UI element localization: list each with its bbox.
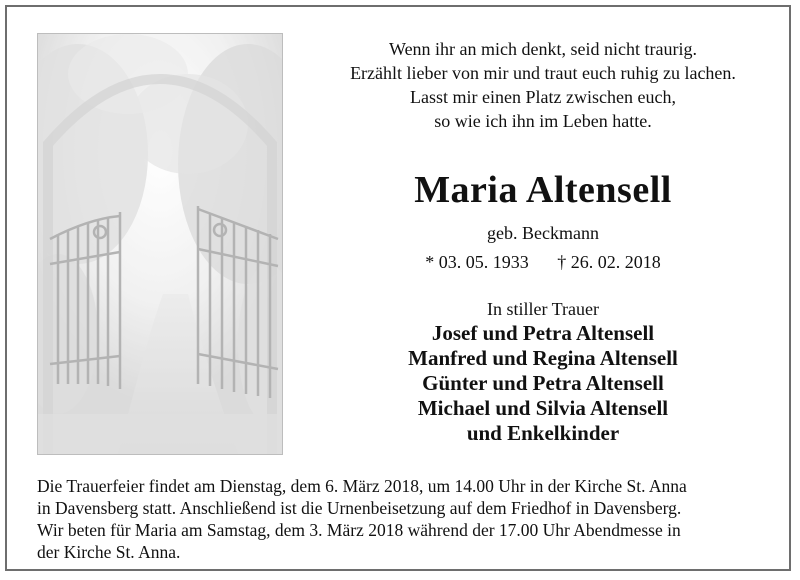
mourner-name: Josef und Petra Altensell	[431, 321, 655, 345]
life-dates	[307, 249, 779, 275]
mourner-name: Günter und Petra Altensell	[422, 371, 664, 395]
funeral-notice	[37, 475, 787, 563]
mourner-name: Manfred und Regina Altensell	[408, 346, 678, 370]
poem-line: Wenn ihr an mich denkt, seid nicht traurig.	[389, 39, 697, 59]
poem-line: Lasst mir einen Platz zwischen euch,	[410, 87, 676, 107]
poem	[307, 37, 779, 133]
deceased-name: Maria Altensell	[414, 169, 672, 211]
mourner-name: und Enkelkinder	[466, 421, 620, 445]
notice-line: in Davensberg statt. Anschließend ist die Urnenbeisetzung auf dem Friedhof in Davensberg.	[37, 498, 682, 518]
gate-photo	[37, 33, 283, 455]
death-date: † 26. 02. 2018	[557, 252, 661, 272]
mourning-intro: In stiller Trauer	[487, 299, 599, 319]
poem-line: Erzählt lieber von mir und traut euch ruhig zu lachen.	[350, 63, 736, 83]
open-gate-image	[38, 34, 282, 454]
obituary-card	[5, 5, 791, 571]
poem-line: so wie ich ihn im Leben hatte.	[434, 111, 652, 131]
mourner-name: Michael und Silvia Altensell	[417, 396, 669, 420]
notice-line: Wir beten für Maria am Samstag, dem 3. März 2018 während der 17.00 Uhr Abendmesse in	[37, 520, 681, 540]
maiden-name: geb. Beckmann	[487, 223, 599, 243]
mourners-list	[307, 321, 779, 446]
notice-line: Die Trauerfeier findet am Dienstag, dem 6. März 2018, um 14.00 Uhr in der Kirche St. Anna	[37, 476, 687, 496]
birth-date: * 03. 05. 1933	[425, 252, 529, 272]
notice-line: der Kirche St. Anna.	[37, 542, 181, 562]
